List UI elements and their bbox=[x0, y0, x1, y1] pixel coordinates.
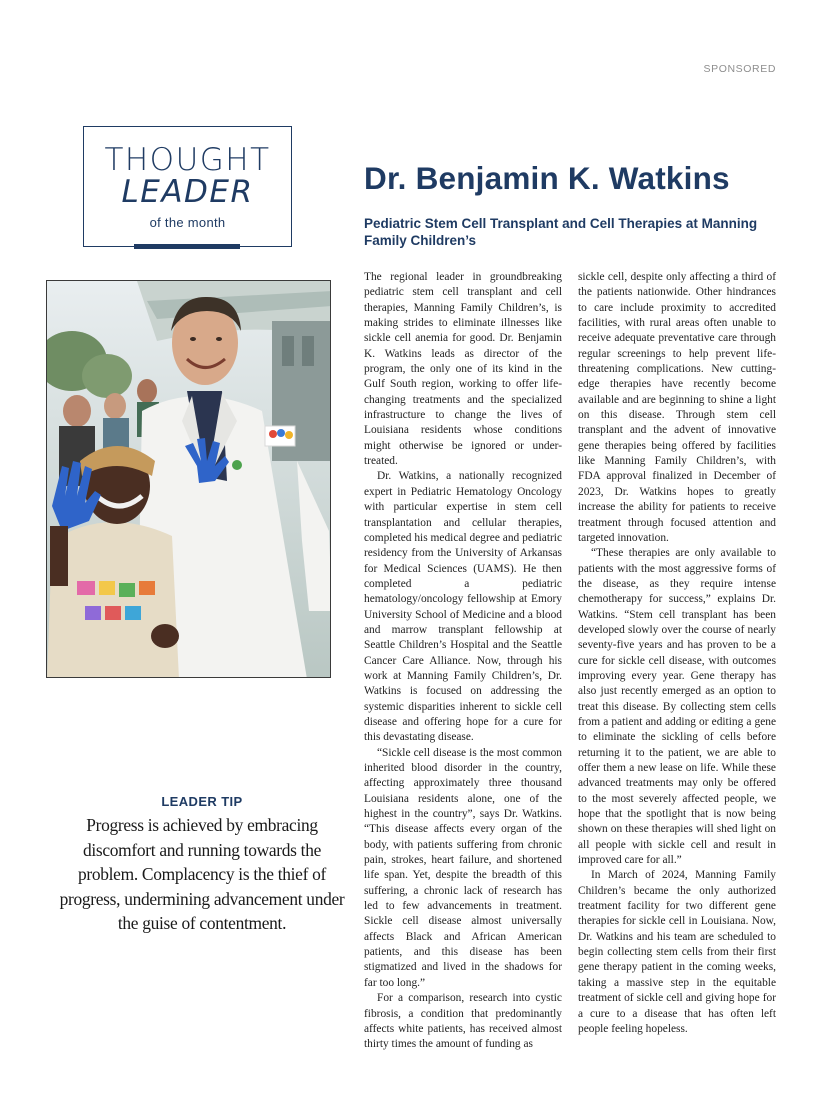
sponsored-label: SPONSORED bbox=[703, 63, 776, 75]
article-title: Dr. Benjamin K. Watkins bbox=[364, 160, 730, 196]
body-paragraph: “Sickle cell disease is the most common inherited blood disorder in the country, affecting approximately three thousand Louisiana residents alone, one of the highest in the country”, says Dr. Watkins. “This disease affects every organ of the body, with patients suffering from chronic pain, strokes, heart failure, and shortened life span. Yet, despite the breadth of this suffering, a chronic lack of research has led to few advancements in treatment. Sickle cell disease almost universally affects Black and African American patients, and this disease has been stigmatized and lived in the shadows for far too long.” bbox=[364, 746, 562, 989]
badge-line-leader: LEADER bbox=[121, 174, 254, 210]
body-paragraph: The regional leader in groundbreaking pediatric stem cell transplant and cell therapies, Manning Family Children’s, is making strides to eliminate illnesses like sickle cell anemia for good. Dr. Benjamin K. Watkins leads as director of the program, the only one of its kind in the Gulf South region, working to offer life-changing treatments and the specialized infrastructure to change the lives of Louisiana residents whose conditions might otherwise be ignored or under-treated. bbox=[364, 271, 562, 468]
body-paragraph: For a comparison, research into cystic fibrosis, a condition that predominantly affects white patients, has received almost thirty times the amount of funding as bbox=[364, 992, 562, 1051]
article-column-1 bbox=[364, 270, 562, 1053]
body-paragraph: sickle cell, despite only affecting a third of the patients nationwide. Other hindrances to care include proximity to accredited facilities, with rural areas often unable to receive adequate preventative care through regular screenings to help prevent life-threatening complications. New cutting-edge therapies have recently become available and are beginning to shine a light on this disease. Through stem cell transplant and the advent of innovative gene therapies being offered by facilities like Manning Family Children’s, with FDA approval finalized in December of 2023, Dr. Watkins hopes to greatly increase the ability for patients to receive treatment through focused attention and targeted innovation. bbox=[578, 271, 776, 544]
body-paragraph: In March of 2024, Manning Family Children’s became the only authorized treatment facility for two different gene therapies for sickle cell in Louisiana. Now, Dr. Watkins and his team are scheduled to begin collecting stem cells from their first gene therapy patient in the coming weeks, taking a massive step in the equitable treatment of sickle cell and giving hope for a cure to a disease that has often left people feeling hopeless. bbox=[578, 869, 776, 1035]
article-subtitle: Pediatric Stem Cell Transplant and Cell Therapies at Manning Family Children’s bbox=[364, 216, 758, 248]
body-paragraph: “These therapies are only available to patients with the most aggressive forms of the disease, as they require intense chemotherapy for success,” explains Dr. Watkins. “Stem cell transplant has been developed slowly over the course of nearly seventy-five years and has proven to be a cure for sickle cell disease, with outcomes improving every year. Gene therapy has also just recently emerged as an option to treat this disease. By collecting stem cells from a patient and adding or editing a gene to eliminate the sickling of cells before returning it to the patient, we are able to offer them a new lease on life. While these advanced treatments may only be offered to the most severely affected people, we hope that the spotlight that is now being shown on these therapies will shed light on all people with sickle cell and result in improved care for all.” bbox=[578, 547, 776, 867]
article-column-2 bbox=[578, 270, 776, 1037]
badge-line-thought: THOUGHT bbox=[104, 142, 271, 178]
thought-leader-badge bbox=[83, 126, 292, 247]
leader-tip-label: LEADER TIP bbox=[161, 794, 243, 809]
photo-doctor-and-child bbox=[46, 280, 331, 678]
body-paragraph: Dr. Watkins, a nationally recognized expert in Pediatric Hematology Oncology with particular expertise in stem cell transplantation and cellular therapies, completed his medical degree and pediatric residency from the University of Arkansas for Medical Sciences (UAMS). He then completed a pediatric hematology/oncology fellowship at Emory University School of Medicine and a blood and marrow transplant fellowship at Seattle Children’s Hospital and the Seattle Cancer Care Alliance. Now, through his work at Manning Family Children’s, Dr. Watkins is focused on addressing the systemic disparities inherent to sickle cell disease and offering hope for a cure for this devastating disease. bbox=[364, 470, 562, 744]
badge-underline-bar bbox=[134, 244, 240, 249]
leader-tip bbox=[52, 794, 352, 936]
photo-illustration bbox=[47, 281, 331, 678]
badge-line-of-the-month: of the month bbox=[149, 215, 226, 230]
leader-tip-quote: Progress is achieved by embracing discomfort and running towards the problem. Complacency is the thief of progress, undermining advancement under the guise of contentment. bbox=[59, 815, 345, 933]
